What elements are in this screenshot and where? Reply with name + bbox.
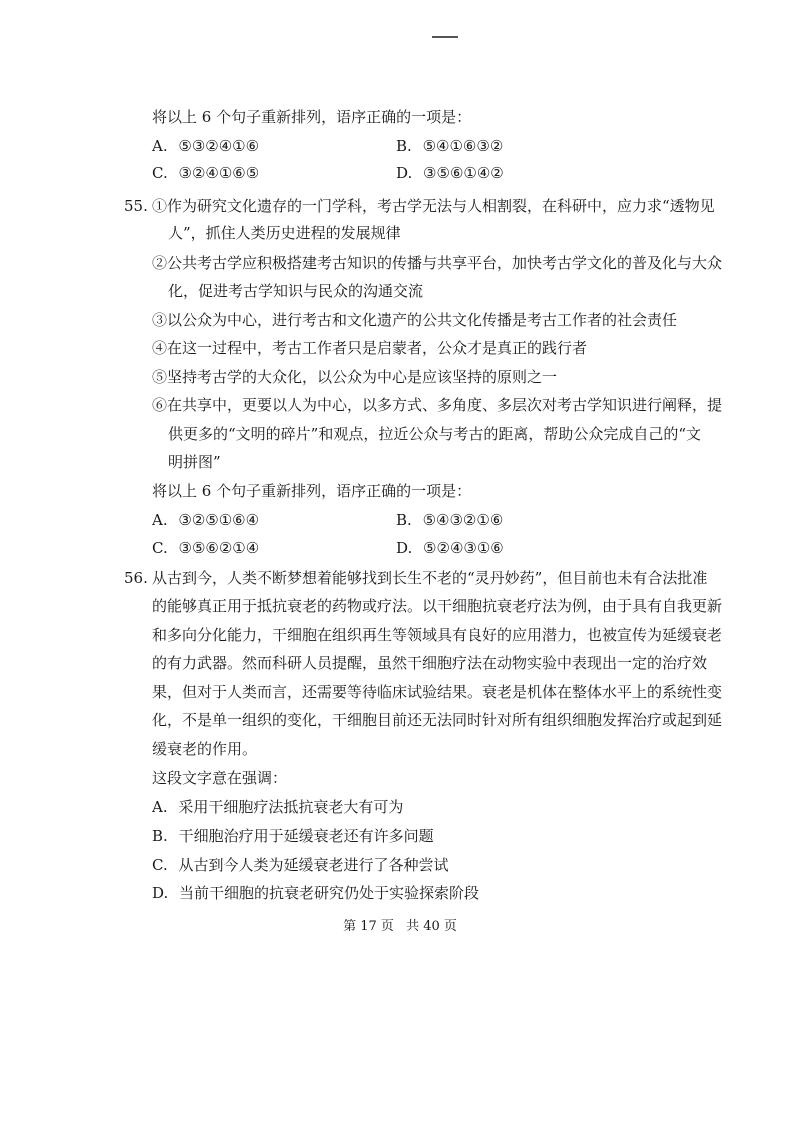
q55-sentence-6-cont: 供更多的“文明的碎片”和观点，拉近公众与考古的距离，帮助公众完成自己的“文 <box>168 425 702 443</box>
option-text: ⑤②④③①⑥ <box>423 539 504 557</box>
option-text: 当前干细胞的抗衰老研究仍处于实验探索阶段 <box>179 884 480 902</box>
q56-passage-line: 的有力武器。然而科研人员提醒，虽然干细胞疗法在动物实验中表现出一定的治疗效 <box>152 654 708 672</box>
q55-sentence-1: ①作为研究文化遗存的一门学科，考古学无法与人相割裂，在科研中，应力求“透物见 <box>152 197 715 215</box>
option-text: ⑤④③②①⑥ <box>422 511 504 529</box>
option-text: ③②④①⑥⑤ <box>178 164 260 182</box>
q55-option-a[interactable] <box>152 510 259 530</box>
q55-sentence-5: ⑤坚持考古学的大众化，以公众为中心是应该坚持的原则之一 <box>152 368 558 386</box>
q56-passage-line: 从古到今，人类不断梦想着能够找到长生不老的“灵丹妙药”，但目前也未有合法批准 <box>152 569 708 587</box>
q56-passage-line: 化，不是单一组织的变化，干细胞目前还无法同时针对所有组织细胞发挥治疗或起到延 <box>152 711 723 729</box>
q55-prompt: 将以上 6 个句子重新排列，语序正确的一项是： <box>152 482 472 500</box>
q54-option-c[interactable] <box>152 163 259 183</box>
q54-option-a[interactable] <box>152 136 259 156</box>
q55-sentence-3: ③以公众为中心，进行考古和文化遗产的公共文化传播是考古工作者的社会责任 <box>152 311 678 329</box>
option-label: D. <box>152 884 169 902</box>
q54-option-b[interactable] <box>396 136 503 156</box>
q54-prompt: 将以上 6 个句子重新排列，语序正确的一项是： <box>152 108 472 126</box>
option-label: A. <box>152 511 168 529</box>
q54-option-d[interactable] <box>396 163 504 183</box>
option-label: B. <box>396 137 412 155</box>
page-number: 第 17 页 <box>343 919 394 934</box>
page-total: 共 40 页 <box>406 919 457 934</box>
option-text: ⑤③②④①⑥ <box>178 137 260 155</box>
q56-passage-line: 和多向分化能力，干细胞在组织再生等领域具有良好的应用潜力，也被宣传为延缓衰老 <box>152 626 723 644</box>
q56-option-a[interactable] <box>152 797 403 817</box>
option-label: B. <box>396 511 412 529</box>
q56-passage-line: 果，但对于人类而言，还需要等待临床试验结果。衰老是机体在整体水平上的系统性变 <box>152 683 723 701</box>
q55-number: 55. <box>124 197 148 215</box>
q56-passage-line: 缓衰老的作用。 <box>152 740 258 758</box>
option-label: D. <box>396 164 413 182</box>
q55-sentence-6: ⑥在共享中，更要以人为中心，以多方式、多角度、多层次对考古学知识进行阐释，提 <box>152 396 723 414</box>
q56-option-d[interactable] <box>152 883 479 903</box>
q55-sentence-4: ④在这一过程中，考古工作者只是启蒙者，公众才是真正的践行者 <box>152 339 588 357</box>
option-label: A. <box>152 137 168 155</box>
q56-number: 56. <box>124 569 148 587</box>
option-text: ③②⑤①⑥④ <box>178 511 260 529</box>
option-label: C. <box>152 164 168 182</box>
scan-artifact <box>432 36 458 38</box>
q55-sentence-6-end: 明拼图” <box>168 453 221 471</box>
q55-option-c[interactable] <box>152 538 259 558</box>
option-text: 干细胞治疗用于延缓衰老还有许多问题 <box>178 827 434 845</box>
q55-sentence-2: ②公共考古学应积极搭建考古知识的传播与共享平台，加快考古学文化的普及化与大众 <box>152 254 723 272</box>
option-label: B. <box>152 827 168 845</box>
q56-passage-line: 的能够真正用于抵抗衰老的药物或疗法。以干细胞抗衰老疗法为例，由于具有自我更新 <box>152 597 723 615</box>
page-footer <box>0 918 800 936</box>
option-label: A. <box>152 798 168 816</box>
option-label: C. <box>152 539 168 557</box>
q55-option-d[interactable] <box>396 538 504 558</box>
option-text: ③⑤⑥①④② <box>423 164 504 182</box>
q55-sentence-2-cont: 化，促进考古学知识与民众的沟通交流 <box>168 282 424 300</box>
option-text: ⑤④①⑥③② <box>422 137 504 155</box>
q56-prompt: 这段文字意在强调： <box>152 769 288 787</box>
option-text: 从古到今人类为延缓衰老进行了各种尝试 <box>178 856 449 874</box>
option-label: D. <box>396 539 413 557</box>
q56-option-b[interactable] <box>152 826 434 846</box>
q55-option-b[interactable] <box>396 510 503 530</box>
option-text: 采用干细胞疗法抵抗衰老大有可为 <box>178 798 404 816</box>
q55-sentence-1-cont: 人”，抓住人类历史进程的发展规律 <box>168 224 401 242</box>
q56-option-c[interactable] <box>152 855 449 875</box>
option-label: C. <box>152 856 168 874</box>
option-text: ③⑤⑥②①④ <box>178 539 260 557</box>
